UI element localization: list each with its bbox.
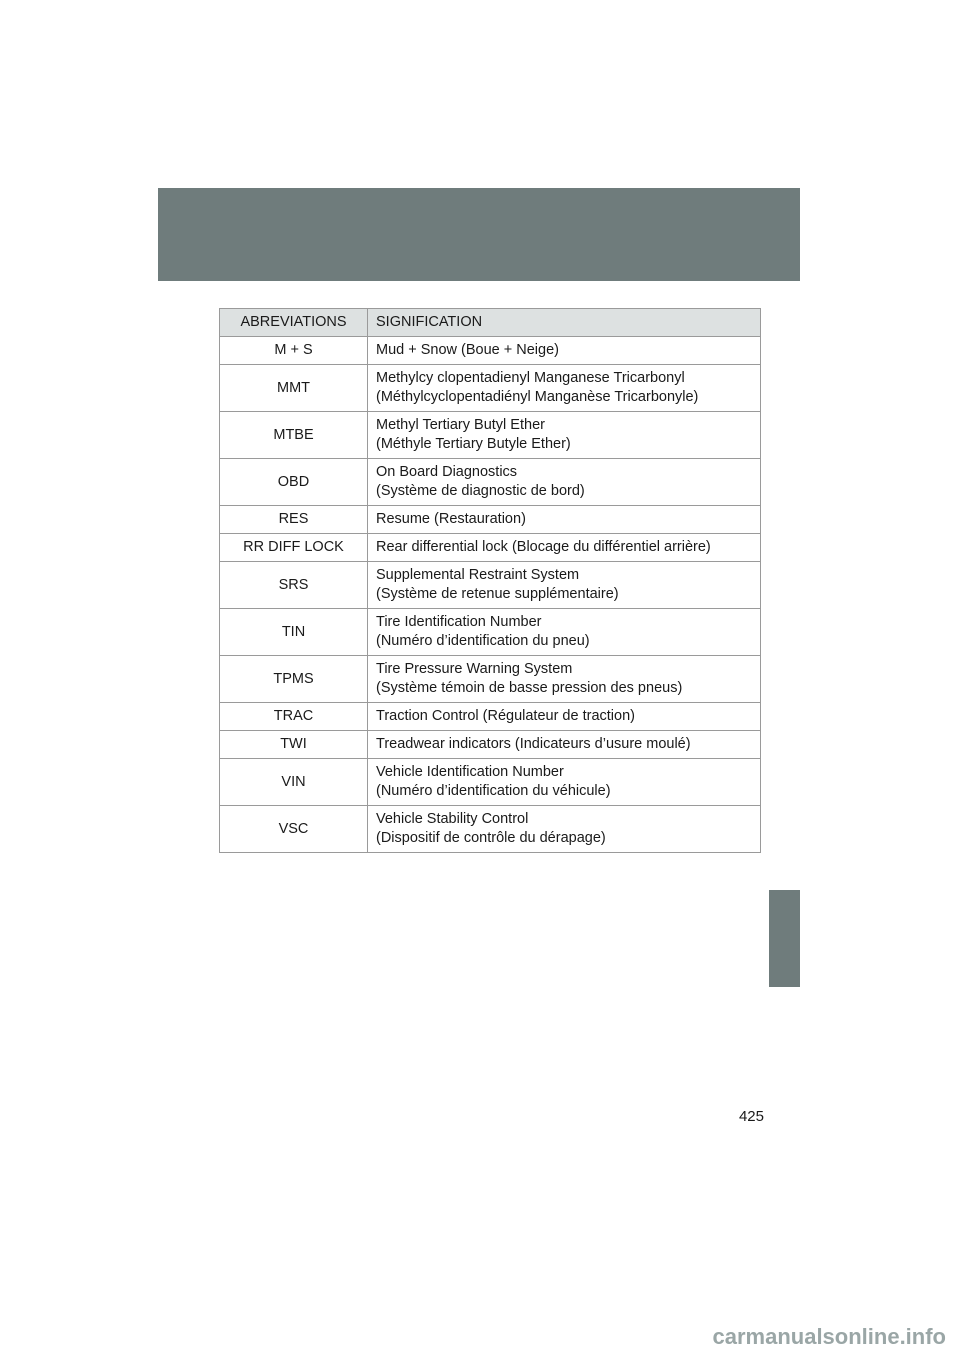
- table-row: [220, 806, 761, 853]
- meaning-line: (Système témoin de basse pression des pneus): [376, 680, 683, 696]
- page-number: 425: [738, 1108, 764, 1125]
- meaning-cell: [368, 731, 761, 759]
- meaning-line: Tire Identification Number: [376, 614, 542, 630]
- column-header-signification: SIGNIFICATION: [368, 309, 761, 337]
- meaning-line: (Dispositif de contrôle du dérapage): [376, 830, 606, 846]
- meaning-cell: [368, 759, 761, 806]
- abbreviation-cell: TPMS: [220, 656, 368, 703]
- abbreviation-cell: RES: [220, 506, 368, 534]
- meaning-cell: [368, 365, 761, 412]
- meaning-line: (Méthyle Tertiary Butyle Ether): [376, 436, 571, 452]
- table-row: [220, 337, 761, 365]
- meaning-cell: [368, 703, 761, 731]
- meaning-cell: [368, 534, 761, 562]
- meaning-line: (Numéro d’identification du pneu): [376, 633, 590, 649]
- abbreviation-cell: M + S: [220, 337, 368, 365]
- table-row: [220, 365, 761, 412]
- meaning-cell: [368, 506, 761, 534]
- meaning-line: Tire Pressure Warning System: [376, 661, 573, 677]
- meaning-line: (Système de diagnostic de bord): [376, 483, 585, 499]
- abbreviation-cell: RR DIFF LOCK: [220, 534, 368, 562]
- meaning-line: Rear differential lock (Blocage du différentiel arrière): [376, 539, 711, 555]
- table-row: [220, 562, 761, 609]
- abbreviation-cell: MTBE: [220, 412, 368, 459]
- table-row: [220, 506, 761, 534]
- table-row: [220, 731, 761, 759]
- abbreviation-cell: OBD: [220, 459, 368, 506]
- abbreviation-cell: TIN: [220, 609, 368, 656]
- table-header-row: [220, 309, 761, 337]
- meaning-cell: [368, 609, 761, 656]
- meaning-line: On Board Diagnostics: [376, 464, 518, 480]
- meaning-line: (Numéro d’identification du véhicule): [376, 783, 611, 799]
- header-band: [158, 188, 800, 281]
- meaning-line: Methylcy clopentadienyl Manganese Tricarbonyl: [376, 370, 685, 386]
- meaning-line: Vehicle Stability Control: [376, 811, 529, 827]
- abbreviation-cell: TWI: [220, 731, 368, 759]
- meaning-line: (Méthylcyclopentadiényl Manganèse Tricarbonyle): [376, 389, 699, 405]
- meaning-line: Vehicle Identification Number: [376, 764, 564, 780]
- meaning-line: Treadwear indicators (Indicateurs d’usure moulé): [376, 736, 691, 752]
- table-row: [220, 656, 761, 703]
- table-row: [220, 703, 761, 731]
- meaning-cell: [368, 806, 761, 853]
- meaning-cell: [368, 656, 761, 703]
- abbreviations-table: [219, 308, 761, 853]
- abbreviation-cell: TRAC: [220, 703, 368, 731]
- table-row: [220, 534, 761, 562]
- meaning-line: Mud + Snow (Boue + Neige): [376, 342, 559, 358]
- meaning-line: Supplemental Restraint System: [376, 567, 580, 583]
- meaning-cell: [368, 412, 761, 459]
- meaning-cell: [368, 562, 761, 609]
- meaning-line: Traction Control (Régulateur de traction): [376, 708, 635, 724]
- meaning-line: Methyl Tertiary Butyl Ether: [376, 417, 545, 433]
- column-header-abbreviations: ABREVIATIONS: [220, 309, 368, 337]
- meaning-cell: [368, 459, 761, 506]
- abbreviation-cell: SRS: [220, 562, 368, 609]
- meaning-line: Resume (Restauration): [376, 511, 526, 527]
- meaning-line: (Système de retenue supplémentaire): [376, 586, 619, 602]
- abbreviation-cell: MMT: [220, 365, 368, 412]
- table-row: [220, 459, 761, 506]
- abbreviation-cell: VSC: [220, 806, 368, 853]
- watermark: carmanualsonline.info: [712, 1324, 946, 1349]
- abbreviation-cell: VIN: [220, 759, 368, 806]
- meaning-cell: [368, 337, 761, 365]
- table-row: [220, 412, 761, 459]
- section-tab: [769, 890, 800, 987]
- table-row: [220, 609, 761, 656]
- table-row: [220, 759, 761, 806]
